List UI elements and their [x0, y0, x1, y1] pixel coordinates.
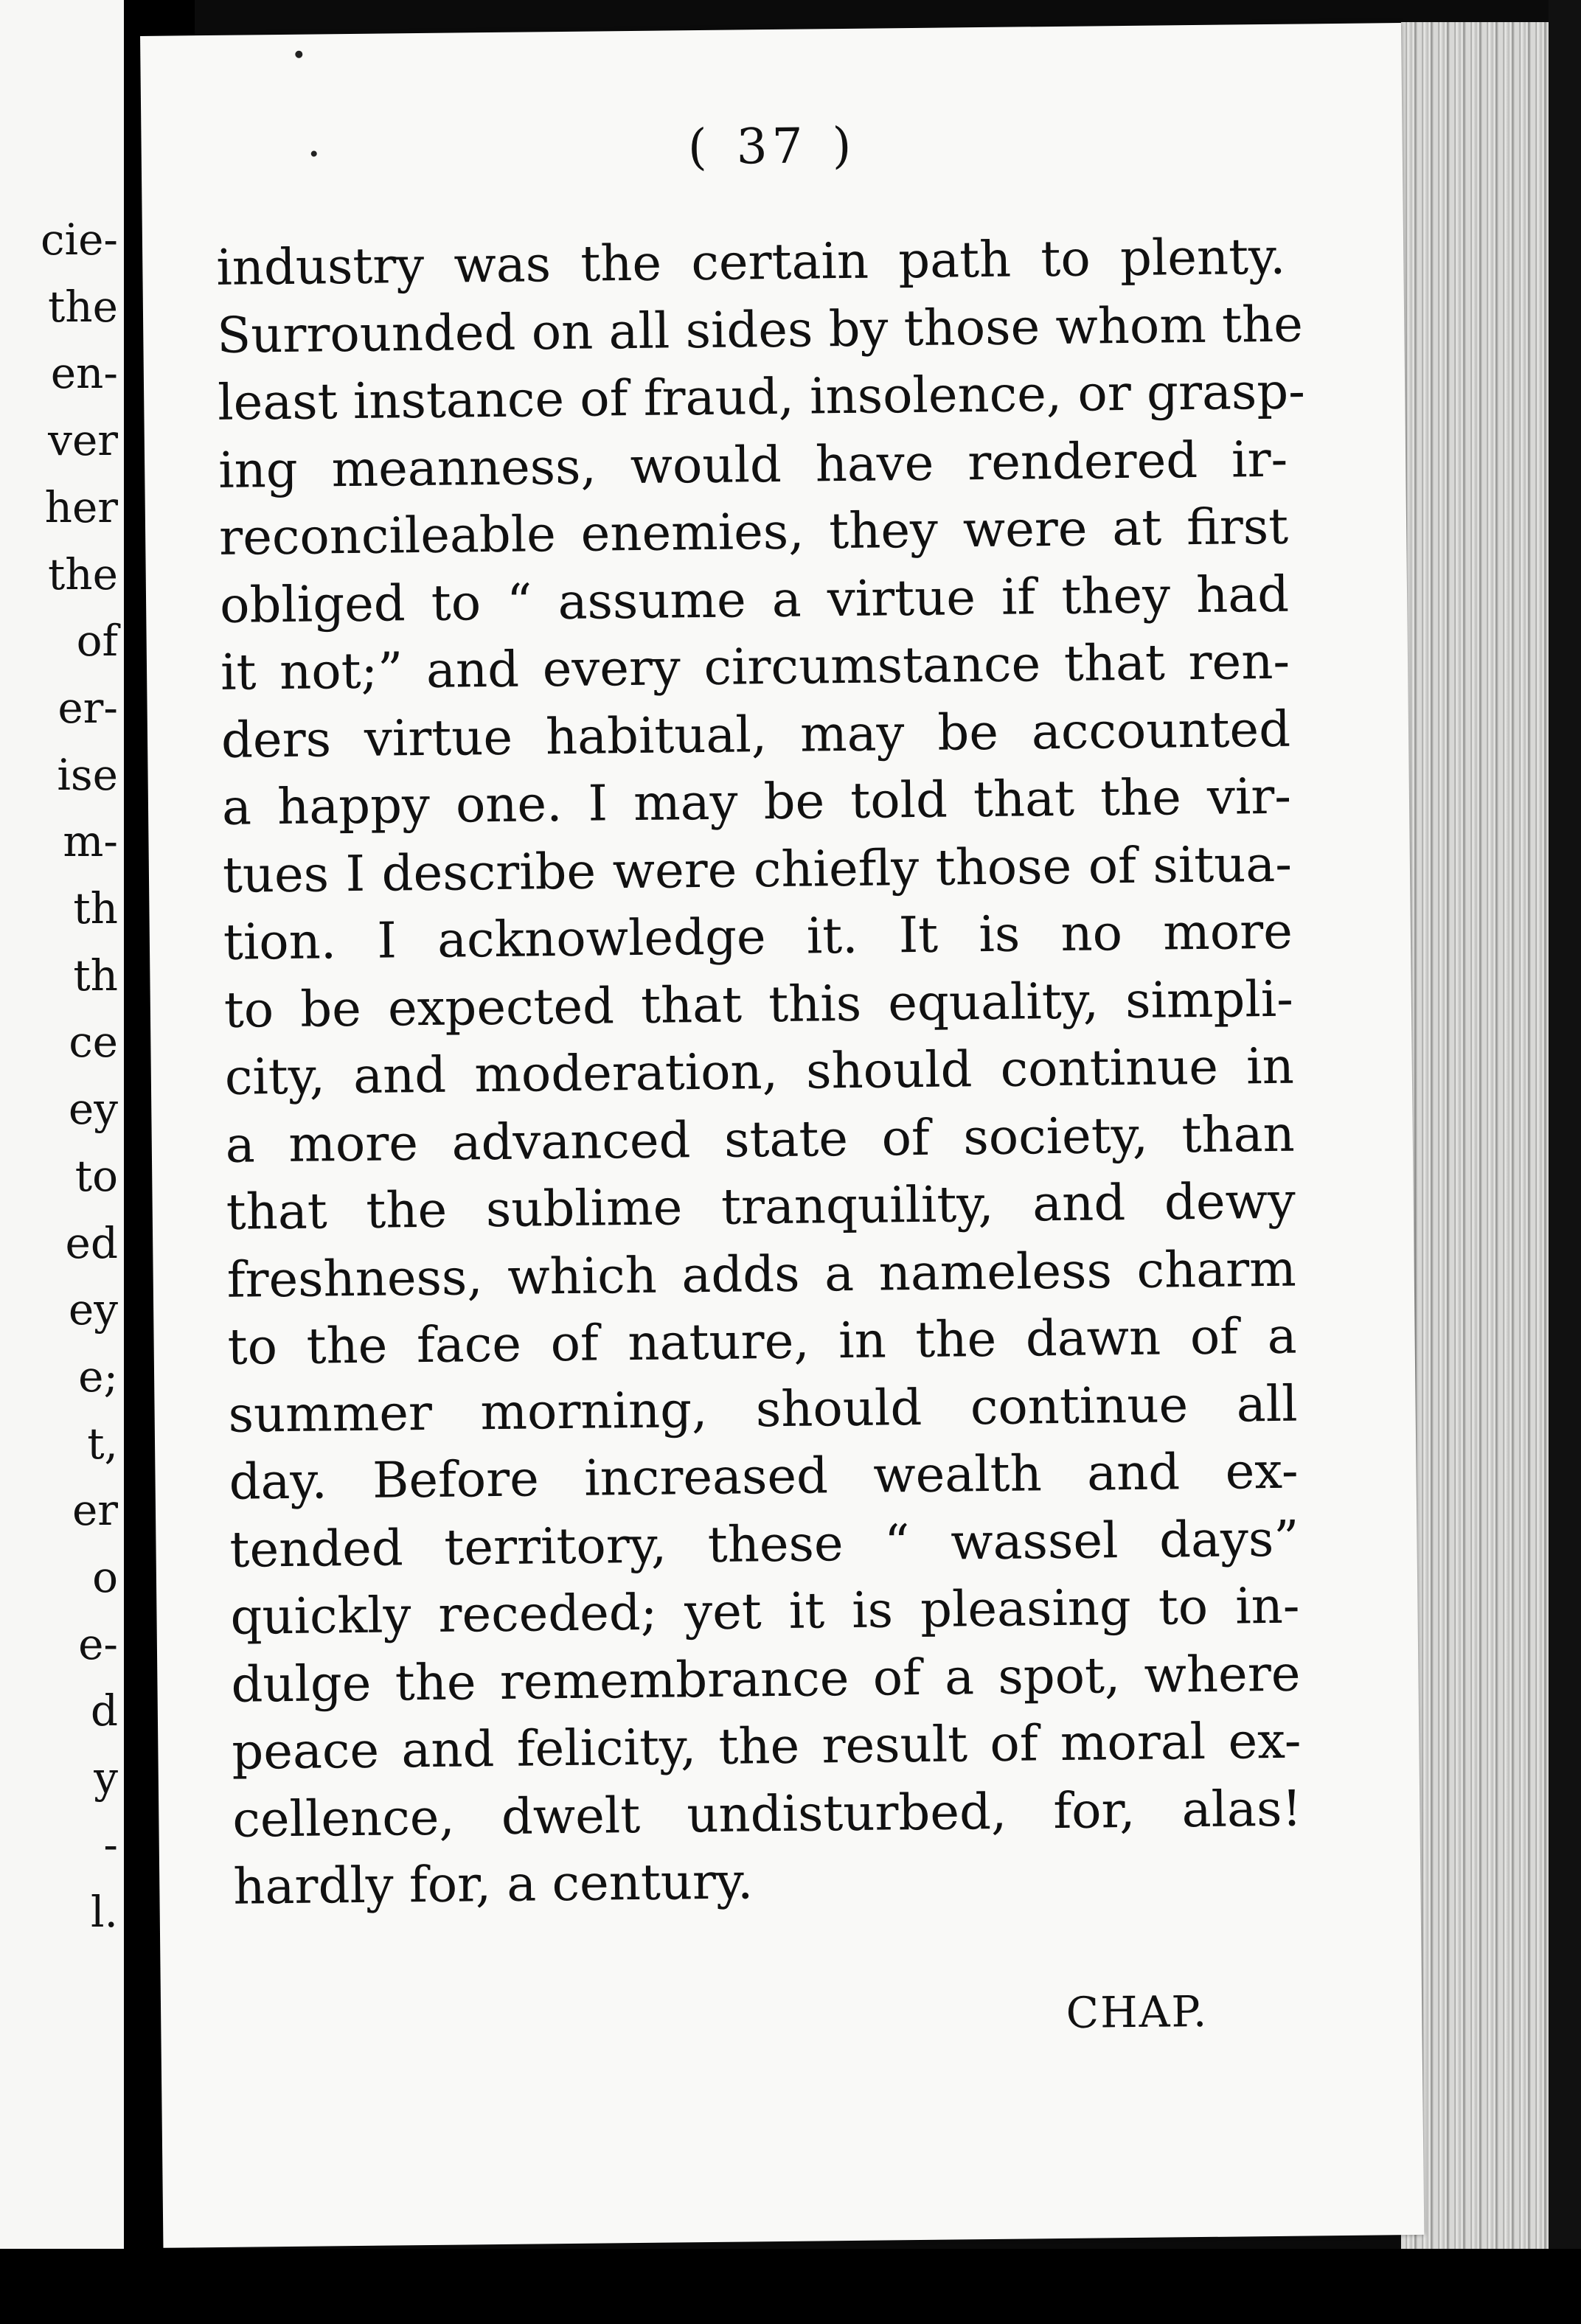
text-line: tended territory, these “ wassel days” — [229, 1509, 1299, 1579]
text-line: summer morning, should continue all — [228, 1374, 1298, 1444]
left-page-text-fragments — [0, 206, 124, 1945]
text-line: Surrounded on all sides by those whom the — [216, 294, 1304, 364]
scan-bottom-border — [0, 2249, 1581, 2324]
text-line: hardly for, a century. — [232, 1852, 754, 1916]
text-line: day. Before increased wealth and ex- — [229, 1441, 1299, 1511]
left-fragment: ed — [65, 1217, 118, 1268]
left-fragment: ce — [69, 1017, 118, 1068]
left-fragment: the — [48, 281, 118, 332]
left-fragment: er- — [58, 682, 118, 733]
left-fragment: her — [44, 481, 118, 532]
left-fragment: e- — [78, 1618, 118, 1669]
text-line: peace and felicity, the result of moral ex- — [232, 1711, 1302, 1781]
left-fragment: y — [94, 1753, 118, 1803]
text-line: obliged to “ assume a virtue if they had — [219, 565, 1290, 634]
page-number: 37 — [736, 117, 808, 175]
left-fragment: to — [74, 1150, 118, 1201]
text-line: to be expected that this equality, simpli- — [223, 970, 1294, 1039]
left-fragment: - — [103, 1819, 118, 1870]
text-line: tion. I acknowledge it. It is no more — [223, 902, 1293, 971]
text-line: to the face of nature, in the dawn of a — [227, 1307, 1297, 1376]
left-fragment: e; — [78, 1351, 118, 1402]
left-fragment: en- — [50, 348, 118, 399]
left-fragment: ver — [48, 415, 118, 466]
text-line: it not;” and every circumstance that ren- — [220, 632, 1290, 701]
speck-mark — [295, 51, 302, 58]
text-line: a more advanced state of society, than — [225, 1104, 1296, 1174]
left-fragment: er — [72, 1485, 118, 1536]
left-fragment: l. — [91, 1886, 118, 1937]
text-line: quickly receded; yet it is pleasing to in- — [230, 1576, 1300, 1646]
left-fragment: ey — [68, 1284, 118, 1335]
left-fragment: ey — [68, 1084, 118, 1135]
text-line: ing meanness, would have rendered ir- — [218, 430, 1288, 499]
left-fragment: d — [90, 1685, 118, 1736]
left-fragment: m- — [63, 816, 118, 867]
header-close-paren: ) — [832, 116, 856, 175]
left-fragment: cie- — [41, 215, 118, 265]
left-facing-page — [0, 0, 124, 2249]
page-header — [141, 111, 1403, 181]
text-line: city, and moderation, should continue in — [224, 1037, 1295, 1106]
text-line: reconcileable enemies, they were at first — [218, 497, 1289, 566]
text-line: tues I describe were chiefly those of situa- — [222, 835, 1293, 904]
left-fragment: of — [76, 616, 118, 667]
right-edge-shadow — [1549, 0, 1581, 2324]
text-line: freshness, which adds a nameless charm — [226, 1239, 1297, 1309]
text-line: ders virtue habitual, may be accounted — [220, 700, 1291, 769]
header-open-paren: ( — [687, 118, 712, 176]
left-fragment: the — [48, 549, 118, 599]
left-fragment: t, — [87, 1418, 118, 1469]
left-fragment: th — [73, 883, 118, 934]
book-page — [140, 23, 1424, 2248]
text-line: cellence, dwelt undisturbed, for, alas! — [232, 1779, 1302, 1848]
left-fragment: th — [73, 950, 118, 1001]
text-line: dulge the remembrance of a spot, where — [231, 1644, 1301, 1714]
text-line: a happy one. I may be told that the vir- — [221, 767, 1292, 836]
text-line: industry was the certain path to plenty. — [215, 227, 1286, 296]
body-text — [215, 223, 1306, 1921]
catchword: CHAP. — [1066, 1986, 1209, 2038]
left-fragment: ise — [57, 749, 118, 800]
text-line: least instance of fraud, insolence, or grasp- — [217, 362, 1306, 431]
text-line: that the sublime tranquility, and dewy — [226, 1172, 1296, 1241]
left-fragment: o — [92, 1552, 118, 1603]
